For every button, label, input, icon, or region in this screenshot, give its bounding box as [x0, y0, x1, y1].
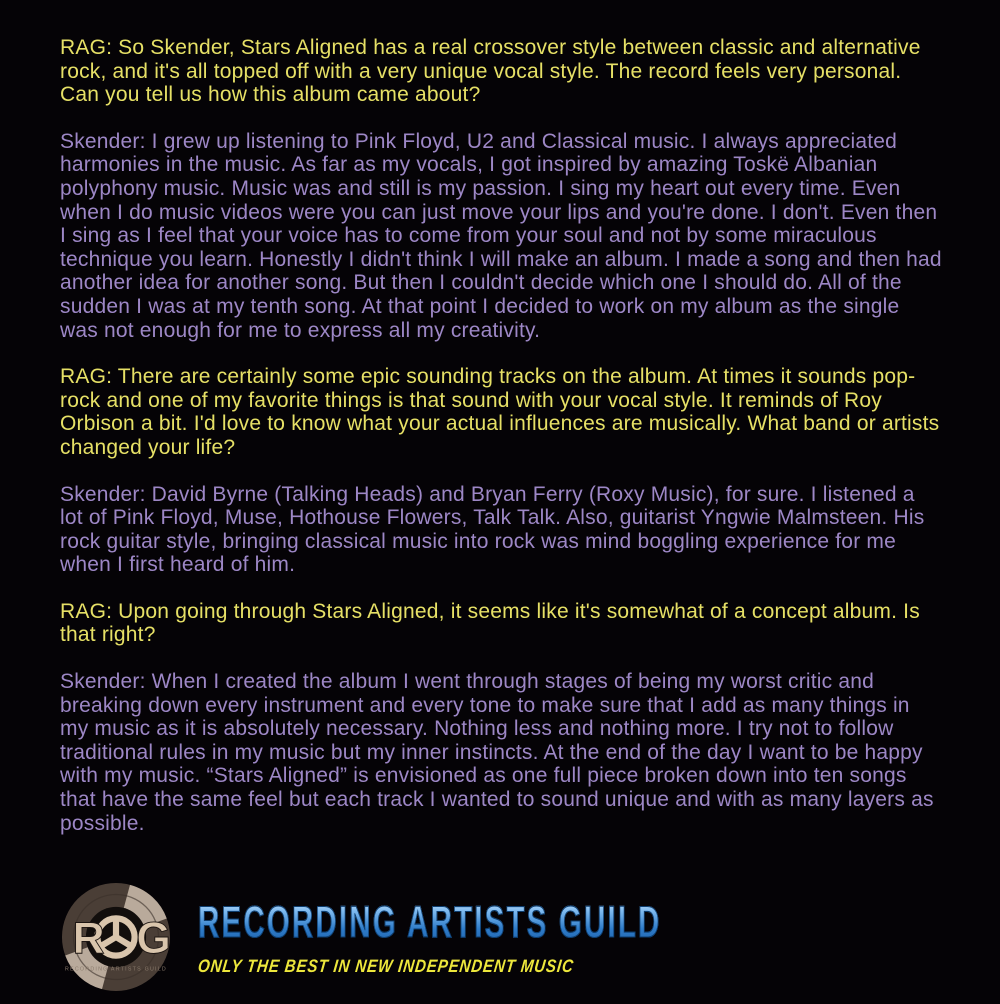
interview-paragraph-skender-answer-1: Skender: I grew up listening to Pink Floyd, U2 and Classical music. I always appreciated harmonies in the music. As far as my vocals, I got inspired by amazing Toskë Albanian polyphony music. Music was and still is my passion. I sing my heart out every time. Even when I do music videos were you can just move your lips and you're done. I don't. Even then I sing as I feel that your voice has to come from your soul and not by some miraculous technique you learn. Honestly I didn't think I will make an album. I made a song and then had another idea for another song. But then I couldn't decide which one I should do. All of the sudden I was at my tenth song. At that point I decided to work on my album as the single was not enough for me to express all my creativity.	[60, 129, 942, 342]
interview-paragraph-skender-answer-3: Skender: When I created the album I went through stages of being my worst critic and breaking down every instrument and every tone to make sure that I add as many things in my music as it is absolutely necessary. Nothing less and nothing more. I try not to follow traditional rules in my music but my inner instincts. At the end of the day I want to be happy with my music. “Stars Aligned” is envisioned as one full piece broken down into ten songs that have the same feel but each track I wanted to sound unique and with as many layers as possible.	[60, 670, 934, 835]
interview-paragraph-rag-question-3: RAG: Upon going through Stars Aligned, it seems like it's somewhat of a concept album. Is that right?	[60, 599, 920, 647]
logo-letter-g: G	[136, 913, 171, 963]
rag-vinyl-logo	[52, 875, 180, 999]
brand-text-block	[198, 897, 842, 977]
logo-subtext: RECORDING ARTISTS GUILD	[64, 966, 168, 973]
brand-title: RECORDING ARTISTS GUILD	[198, 897, 662, 947]
footer-brand-bar	[52, 874, 952, 1000]
interview-paragraph-skender-answer-2: Skender: David Byrne (Talking Heads) and Bryan Ferry (Roxy Music), for sure. I listened a lot of Pink Floyd, Muse, Hothouse Flowers, Talk Talk. Also, guitarist Yngwie Malmsteen. His rock guitar style, bringing classical music into rock was mind boggling experience for me when I first heard of him.	[60, 482, 925, 577]
vinyl-record-icon	[52, 875, 180, 999]
interview-paragraph-rag-question-1: RAG: So Skender, Stars Aligned has a real crossover style between classic and alternative rock, and it's all topped off with a very unique vocal style. The record feels very personal. Can you tell us how this album came about?	[60, 36, 921, 107]
interview-paragraph-rag-question-2: RAG: There are certainly some epic sounding tracks on the album. At times it sounds pop-rock and one of my favorite things is that sound with your vocal style. It reminds of Roy Orbison a bit. I'd love to know what your actual influences are musically. What band or artists changed your life?	[60, 365, 940, 459]
interview-text-block	[60, 36, 942, 858]
logo-letter-r: R	[72, 913, 105, 963]
brand-tagline: ONLY THE BEST IN NEW INDEPENDENT MUSIC	[196, 956, 576, 976]
